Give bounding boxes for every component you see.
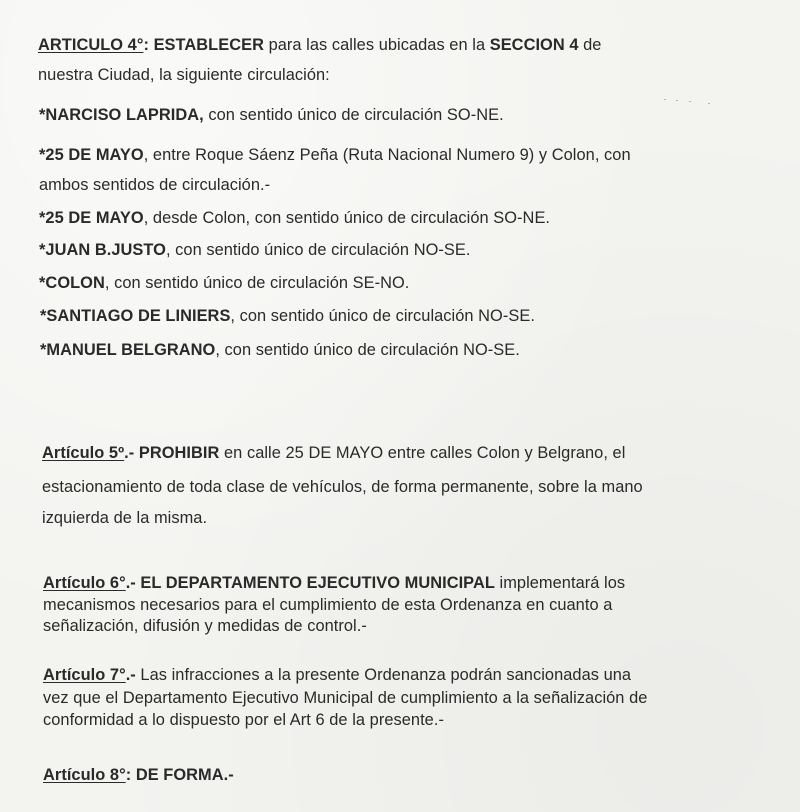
- art5-line-3: izquierda de la misma.: [42, 509, 208, 527]
- art4-item-4: [39, 240, 470, 260]
- scan-speck: [664, 99, 666, 100]
- art4-line-1: [38, 35, 601, 55]
- art4-colon: :: [143, 36, 149, 54]
- art4-text-1a: para las calles ubicadas en la: [263, 36, 490, 54]
- art4-text-1b: de: [578, 36, 602, 54]
- art4-item-1: [39, 105, 504, 125]
- art7-line-2: vez que el Departamento Ejecutivo Municipal de cumplimiento a la señalización de: [43, 689, 648, 707]
- art4-item-5-text: , con sentido único de circulación SE-NO.: [104, 274, 410, 292]
- art5-line-1: [42, 443, 625, 463]
- art4-item-2-street: *25 DE MAYO: [39, 146, 144, 164]
- art5-label: Artículo 5º: [42, 444, 125, 462]
- art8-colon: :: [125, 766, 132, 784]
- art4-item-2-text: , entre Roque Sáenz Peña (Ruta Nacional Numero 9) y Colon, con: [143, 146, 631, 164]
- art8-label: Artículo 8°: [43, 766, 126, 784]
- art4-item-3: [39, 208, 550, 228]
- art4-line-2: nuestra Ciudad, la siguiente circulación:: [38, 66, 330, 84]
- art4-item-1-text: con sentido único de circulación SO-NE.: [203, 106, 504, 124]
- art7-line-1: [43, 665, 631, 685]
- art4-section: SECCION 4: [489, 36, 579, 54]
- art6-separator: .-: [125, 574, 141, 592]
- art4-item-1-street: *NARCISO LAPRIDA,: [39, 106, 204, 124]
- art4-item-7-street: *MANUEL BELGRANO: [40, 341, 216, 359]
- art4-item-2: [39, 145, 631, 165]
- art5-separator: .-: [124, 444, 139, 462]
- art6-text-1: implementará los: [494, 574, 626, 592]
- art6-line-2: mecanismos necesarios para el cumplimiento de esta Ordenanza en cuanto a: [43, 596, 613, 614]
- art4-label: ARTICULO 4°: [38, 36, 144, 54]
- art6-label: Artículo 6°: [43, 574, 126, 592]
- art5-text-1: en calle 25 DE MAYO entre calles Colon y Belgrano, el: [219, 444, 626, 462]
- art4-item-3-street: *25 DE MAYO: [39, 209, 144, 227]
- art7-label: Artículo 7°: [43, 666, 126, 684]
- art4-item-7-text: , con sentido único de circulación NO-SE.: [215, 341, 520, 359]
- art4-item-3-text: , desde Colon, con sentido único de circulación SO-NE.: [143, 209, 551, 227]
- art7-separator: .-: [125, 666, 136, 684]
- art6-subject: EL DEPARTAMENTO EJECUTIVO MUNICIPAL: [140, 574, 495, 592]
- art4-item-6-street: *SANTIAGO DE LINIERS: [40, 307, 231, 325]
- art5-line-2: estacionamiento de toda clase de vehículos, de forma permanente, sobre la mano: [42, 478, 643, 496]
- scan-speck: [676, 100, 678, 101]
- scan-speck: [689, 101, 691, 102]
- art4-item-6: [40, 306, 535, 326]
- art8-line: [43, 765, 234, 785]
- art4-item-2-continued: ambos sentidos de circulación.-: [39, 176, 271, 194]
- art8-text: DE FORMA.-: [131, 766, 234, 784]
- art4-item-4-text: , con sentido único de circulación NO-SE.: [165, 241, 471, 259]
- art7-line-3: conformidad a lo dispuesto por el Art 6 de la presente.-: [43, 711, 444, 729]
- art4-item-7: [40, 340, 520, 360]
- art4-item-4-street: *JUAN B.JUSTO: [39, 241, 166, 259]
- art4-item-5: [39, 273, 409, 293]
- art6-line-1: [43, 573, 625, 593]
- scan-speck: [708, 103, 710, 104]
- art4-verb: ESTABLECER: [153, 36, 264, 54]
- art7-text-1: Las infracciones a la presente Ordenanza podrán sancionadas una: [135, 666, 632, 684]
- art6-line-3: señalización, difusión y medidas de control.-: [43, 617, 367, 635]
- art4-item-6-text: , con sentido único de circulación NO-SE.: [230, 307, 535, 325]
- art5-verb: PROHIBIR: [138, 444, 220, 462]
- art4-item-5-street: *COLON: [39, 274, 105, 292]
